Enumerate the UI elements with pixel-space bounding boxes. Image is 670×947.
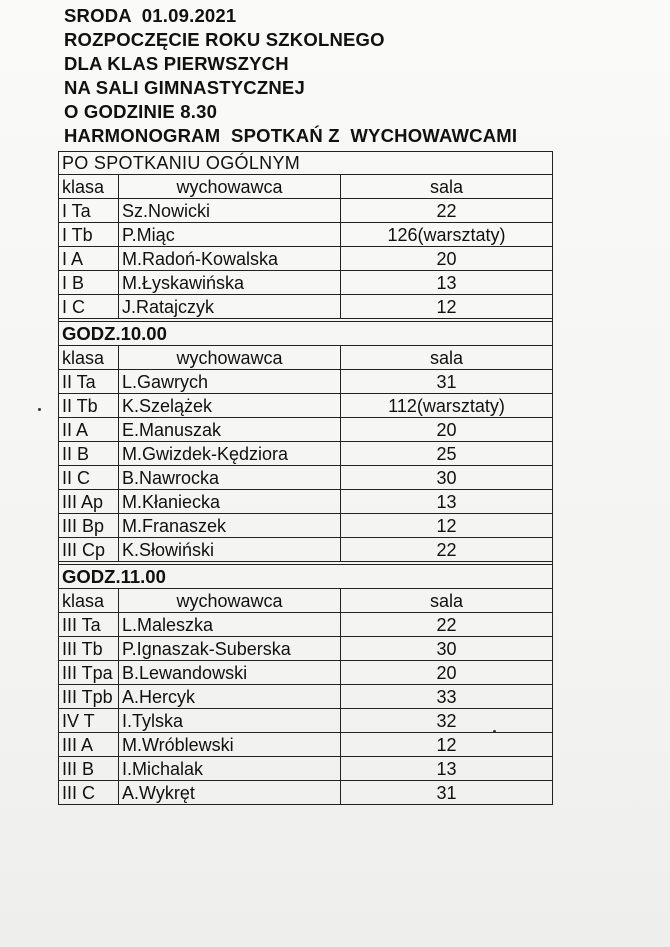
room-cell: 22 (341, 199, 553, 223)
class-cell: III Cp (59, 538, 119, 562)
table-row (59, 637, 553, 661)
class-cell: II Ta (59, 370, 119, 394)
teacher-cell: M.Franaszek (119, 514, 341, 538)
class-cell: I Ta (59, 199, 119, 223)
section-title-row (59, 322, 553, 346)
room-cell: 33 (341, 685, 553, 709)
room-cell: 13 (341, 490, 553, 514)
table-row (59, 661, 553, 685)
table-row (59, 394, 553, 418)
class-cell: II Tb (59, 394, 119, 418)
scan-speck (38, 408, 41, 411)
header-schedule-title: HARMONOGRAM SPOTKAŃ Z WYCHOWAWCAMI (64, 125, 518, 146)
room-cell: 13 (341, 757, 553, 781)
teacher-cell: K.Słowiński (119, 538, 341, 562)
table-row (59, 271, 553, 295)
section-title-row (59, 565, 553, 589)
column-header: sala (341, 175, 553, 199)
room-cell: 32 (341, 709, 553, 733)
teacher-cell: L.Maleszka (119, 613, 341, 637)
teacher-cell: P.Miąc (119, 223, 341, 247)
class-cell: III Tpb (59, 685, 119, 709)
class-cell: I B (59, 271, 119, 295)
column-header-row (59, 346, 553, 370)
class-cell: III Tpa (59, 661, 119, 685)
class-cell: III C (59, 781, 119, 805)
column-header: klasa (59, 589, 119, 613)
table-row (59, 781, 553, 805)
class-cell: I A (59, 247, 119, 271)
scan-speck (493, 730, 496, 733)
teacher-cell: B.Nawrocka (119, 466, 341, 490)
column-header: klasa (59, 175, 119, 199)
teacher-cell: M.Radoń-Kowalska (119, 247, 341, 271)
room-cell: 22 (341, 538, 553, 562)
header-audience: DLA KLAS PIERWSZYCH (64, 53, 289, 74)
room-cell: 13 (341, 271, 553, 295)
column-header-row (59, 175, 553, 199)
table-row (59, 247, 553, 271)
table-row (59, 613, 553, 637)
class-cell: I Tb (59, 223, 119, 247)
class-cell: II C (59, 466, 119, 490)
teacher-cell: P.Ignaszak-Suberska (119, 637, 341, 661)
teacher-cell: I.Michalak (119, 757, 341, 781)
teacher-cell: E.Manuszak (119, 418, 341, 442)
room-cell: 22 (341, 613, 553, 637)
teacher-cell: L.Gawrych (119, 370, 341, 394)
teacher-cell: M.Kłaniecka (119, 490, 341, 514)
room-cell: 31 (341, 781, 553, 805)
teacher-cell: Sz.Nowicki (119, 199, 341, 223)
table-row (59, 685, 553, 709)
section-title-row (59, 152, 553, 175)
class-cell: III Bp (59, 514, 119, 538)
room-cell: 12 (341, 295, 553, 319)
table-row (59, 757, 553, 781)
column-header: wychowawca (119, 175, 341, 199)
class-cell: III Ap (59, 490, 119, 514)
room-cell: 30 (341, 466, 553, 490)
column-header: wychowawca (119, 346, 341, 370)
table-row (59, 442, 553, 466)
table-row (59, 199, 553, 223)
room-cell: 12 (341, 514, 553, 538)
section-title: GODZ.11.00 (59, 565, 553, 589)
table-row (59, 490, 553, 514)
column-header-row (59, 589, 553, 613)
room-cell: 30 (341, 637, 553, 661)
room-cell: 25 (341, 442, 553, 466)
header-date: SRODA 01.09.2021 (64, 5, 237, 26)
room-cell: 31 (341, 370, 553, 394)
teacher-cell: I.Tylska (119, 709, 341, 733)
section-title: GODZ.10.00 (59, 322, 553, 346)
teacher-cell: M.Łyskawińska (119, 271, 341, 295)
schedule-table (58, 151, 553, 805)
class-cell: III Ta (59, 613, 119, 637)
teacher-cell: B.Lewandowski (119, 661, 341, 685)
room-cell: 126(warsztaty) (341, 223, 553, 247)
class-cell: I C (59, 295, 119, 319)
table-row (59, 514, 553, 538)
header-event: ROZPOCZĘCIE ROKU SZKOLNEGO (64, 29, 385, 50)
table-row (59, 709, 553, 733)
room-cell: 12 (341, 733, 553, 757)
header-location: NA SALI GIMNASTYCZNEJ (64, 77, 305, 98)
table-row (59, 466, 553, 490)
class-cell: III A (59, 733, 119, 757)
section-title: PO SPOTKANIU OGÓLNYM (59, 152, 553, 175)
column-header: wychowawca (119, 589, 341, 613)
room-cell: 20 (341, 418, 553, 442)
teacher-cell: J.Ratajczyk (119, 295, 341, 319)
table-row (59, 418, 553, 442)
table-row (59, 733, 553, 757)
class-cell: II A (59, 418, 119, 442)
teacher-cell: A.Wykręt (119, 781, 341, 805)
class-cell: IV T (59, 709, 119, 733)
teacher-cell: M.Gwizdek-Kędziora (119, 442, 341, 466)
room-cell: 112(warsztaty) (341, 394, 553, 418)
column-header: sala (341, 346, 553, 370)
table-row (59, 223, 553, 247)
class-cell: III B (59, 757, 119, 781)
document-header (64, 4, 517, 148)
table-row (59, 295, 553, 319)
table-row (59, 370, 553, 394)
room-cell: 20 (341, 661, 553, 685)
teacher-cell: K.Szelążek (119, 394, 341, 418)
room-cell: 20 (341, 247, 553, 271)
class-cell: II B (59, 442, 119, 466)
teacher-cell: M.Wróblewski (119, 733, 341, 757)
class-cell: III Tb (59, 637, 119, 661)
teacher-cell: A.Hercyk (119, 685, 341, 709)
header-time: O GODZINIE 8.30 (64, 101, 218, 122)
column-header: sala (341, 589, 553, 613)
column-header: klasa (59, 346, 119, 370)
table-row (59, 538, 553, 562)
